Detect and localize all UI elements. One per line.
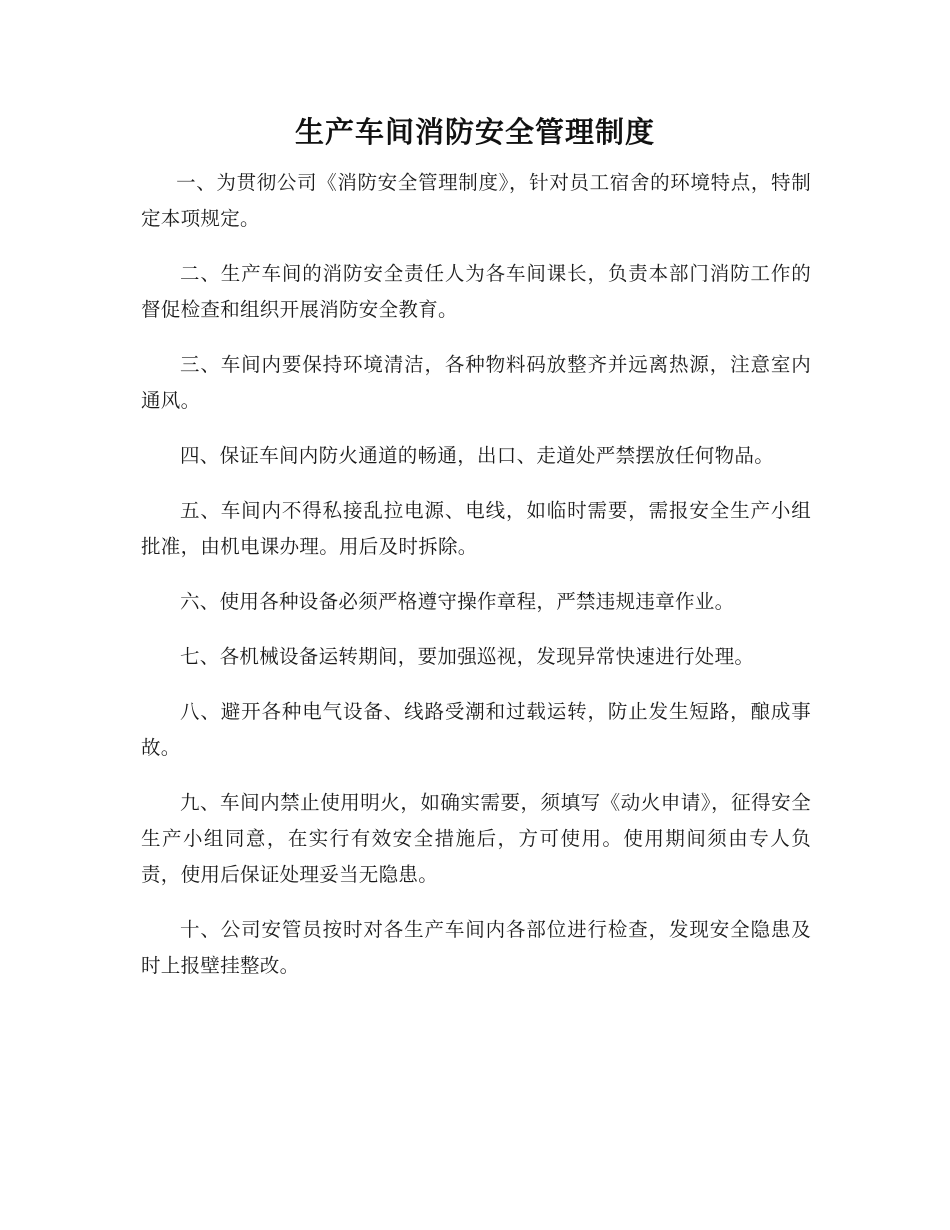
paragraph-4: 四、保证车间内防火通道的畅通，出口、走道处严禁摆放任何物品。	[180, 444, 775, 467]
paragraph-5: 五、车间内不得私接乱拉电源、电线，如临时需要，需报安全生产小组批准，由机电课办理。用后及时拆除。	[141, 499, 811, 558]
paragraph-10: 十、公司安管员按时对各生产车间内各部位进行检查，发现安全隐患及时上报壁挂整改。	[141, 918, 811, 977]
paragraph-1: 一、为贯彻公司《消防安全管理制度》，针对员工宿舍的环境特点，特制定本项规定。	[141, 171, 811, 230]
paragraph-7: 七、各机械设备运转期间，要加强巡视，发现异常快速进行处理。	[180, 645, 755, 668]
paragraph-3: 三、车间内要保持环境清洁，各种物料码放整齐并远离热源，注意室内通风。	[141, 353, 811, 412]
paragraph-8: 八、避开各种电气设备、线路受潮和过载运转，防止发生短路，酿成事故。	[141, 700, 811, 759]
paragraph-2: 二、生产车间的消防安全责任人为各车间课长，负责本部门消防工作的督促检查和组织开展消防安全教育。	[141, 262, 811, 321]
document-body	[141, 165, 811, 984]
document-title: 生产车间消防安全管理制度	[294, 115, 655, 149]
paragraph-9: 九、车间内禁止使用明火，如确实需要，须填写《动火申请》，征得安全生产小组同意，在实行有效安全措施后，方可使用。使用期间须由专人负责，使用后保证处理妥当无隐患。	[141, 791, 811, 886]
paragraph-6: 六、使用各种设备必须严格遵守操作章程，严禁违规违章作业。	[180, 590, 735, 613]
